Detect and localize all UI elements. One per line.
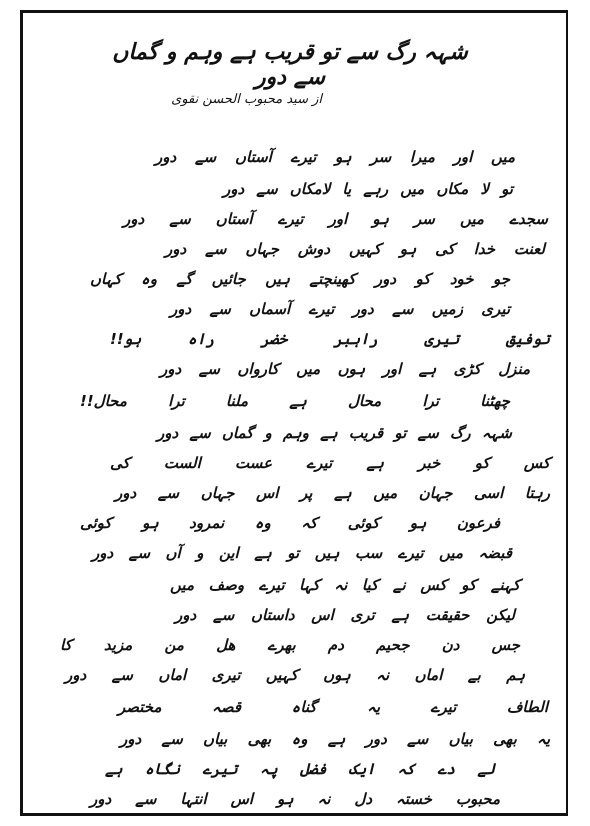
verse-line: میں اور میرا سر ہو تیرے آستاں سے دور	[155, 148, 515, 166]
verse-line: یہ بھی بیاں سے دور ہے وہ بھی بیاں سے دور	[120, 730, 550, 748]
verse-line: الطاف تیرے یہ گناہ قصہ مختصر	[118, 698, 548, 716]
poem-author: از سید محبوب الحسن نقوی	[171, 92, 322, 107]
verse-line: رہتا اسی جہان میں ہے پر اس جہاں سے دور	[115, 484, 550, 502]
verse-line: لعنت خدا کی ہو کہیں دوش جہاں سے دور	[165, 240, 545, 258]
page-border	[20, 10, 568, 816]
verse-line: لیکن حقیقت ہے تری اس داستاں سے دور	[175, 606, 515, 624]
verse-line: فرعون ہو کوئی کہ وہ نمرود ہو کوئی	[80, 514, 500, 532]
verse-line: کہنے کو کس نے کیا نہ کہا تیرے وصف میں	[170, 576, 520, 594]
verse-line: محبوب خستہ دل نہ ہو اس انتہا سے دور	[90, 790, 500, 808]
verse-line: لے دے کہ ایک فضل پہ تیرے نگاہ ہے	[105, 760, 495, 778]
verse-line: شہہ رگ سے تو قریب ہے وہم و گماں سے دور	[157, 424, 512, 442]
verse-line: چھٹنا ترا محال ہے ملنا ترا محال!!	[80, 392, 510, 410]
verse-line: جس دن جحیم دم بھرے ھل من مزید کا	[60, 636, 520, 654]
poem-title: شہہ رگ سے تو قریب ہے وہم و گماں سے دور	[112, 40, 468, 90]
verse-line: توفیق تیری راہبر خضر راہ ہو!!	[110, 330, 550, 348]
verse-line: تیری زمیں سے دور تیرے آسماں سے دور	[170, 300, 510, 318]
verse-line: تو لا مکاں میں رہے یا لامکاں سے دور	[223, 180, 513, 198]
verse-line: جو خود کو دور کھینچتے ہیں جائیں گے وہ کہاں	[90, 270, 510, 288]
verse-line: کس کو خبر ہے تیرے عست الست کی	[110, 454, 550, 472]
verse-line: ہم بے اماں نہ ہوں کہیں تیری اماں سے دور	[65, 666, 525, 684]
verse-line: سجدے میں سر ہو اور تیرے آستاں سے دور	[123, 210, 548, 228]
verse-line: منزل کڑی ہے اور ہوں میں کارواں سے دور	[160, 360, 530, 378]
verse-line: قبضہ میں تیرے سب ہیں تو ہے این و آں سے دور	[92, 544, 512, 562]
